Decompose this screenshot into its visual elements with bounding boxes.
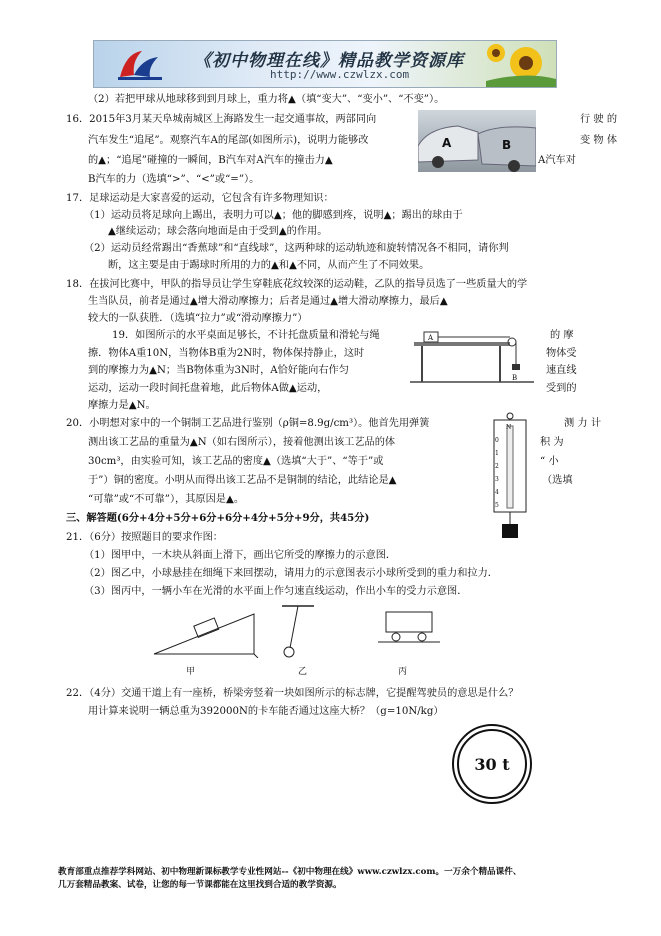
q18-line2: 生当队员，前者是通过▲增大滑动摩擦力；后者是通过▲增大滑动摩擦力，最后▲ [88, 296, 448, 307]
q16-right1: 行 驶 的 [580, 114, 618, 125]
q19-right3: 速直线 [546, 365, 577, 376]
q17-line5: 断，这主要是由于踢球时所用的力的▲和▲不同，从而产生了不同效果。 [108, 260, 430, 271]
q21-title: 21．（6分）按照题目的要求作图： [66, 532, 223, 543]
q20-line3: 30cm³，由实验可知，该工艺品的密度▲（选填“大于”、“等于”或 [88, 456, 384, 467]
car-b-label: B [502, 138, 512, 152]
q20-line2: 测出该工艺品的重量为▲N（如右图所示），接着他测出该工艺品的体 [88, 437, 396, 448]
q21-part2: （2）图乙中，小球悬挂在细绳下来回摆动，请用力的示意图表示小球所受到的重力和拉力． [84, 568, 498, 579]
figure-bing-label: 丙 [398, 667, 408, 677]
q20-line5: “可靠”或“不可靠”），其原因是▲。 [88, 494, 245, 505]
banner-title: 《初中物理在线》精品教学资源库 [194, 51, 464, 71]
q16-right3: A汽车对 [538, 155, 576, 166]
q22-line2: 用计算来说明一辆总重为392000N的卡车能否通过这座大桥？（g=10N/kg） [88, 706, 444, 717]
footer [58, 866, 618, 892]
q20-line4: 于”）铜的密度。小明从而得出该工艺品不是铜制的结论，此结论是▲ [88, 475, 397, 486]
q19-line1: 19．如图所示的水平桌面足够长，不计托盘质量和滑轮与绳 [112, 330, 380, 341]
q20-line1: 20．小明想对家中的一个铜制工艺品进行鉴别（ρ铜=8.9g/cm³）。他首先用弹簧 [66, 418, 430, 429]
q18-line3: 较大的一队获胜．（选填“拉力”或“滑动摩擦力”） [88, 313, 308, 324]
q16-line2: 汽车发生“追尾”。观察汽车A的尾部(如图所示)，说明力能够改 [88, 135, 369, 146]
q20-right1: 测 力 计 [564, 418, 602, 429]
q20-right2: 积 为 [540, 437, 564, 448]
q17-line4: （2）运动员经常踢出“香蕉球”和“直线球”，这两种球的运动轨迹和旋转情况各不相同，请你判 [84, 243, 509, 254]
q16-line3: 的▲；“追尾”碰撞的一瞬间，B汽车对A汽车的撞击力▲ [88, 155, 333, 166]
car-a-label: A [442, 136, 452, 150]
q19-line5: 摩擦力是▲N。 [88, 400, 156, 411]
q20-right4: （选填 [542, 475, 573, 486]
section-3-title: 三、解答题(6分+4分+5分+6分+6分+4分+5分+9分，共45分) [66, 512, 370, 524]
q17-line2: （1）运动员将足球向上踢出，表明力可以▲；他的脚感到疼，说明▲；踢出的球由于 [84, 210, 463, 221]
q19-line2: 擦．物体A重10N，当物体B重为2N时，物体保持静止，这时 [88, 348, 365, 359]
figure-jia-label: 甲 [186, 667, 196, 677]
table-a-label: A [428, 334, 434, 342]
spring-scale-figure [490, 412, 530, 540]
scale-ticks: 0 1 2 3 4 5 [495, 437, 499, 509]
banner-url: http://www.czwlzx.com [270, 68, 410, 81]
q20-right3: “ 小 [540, 456, 559, 467]
q19-right1: 的 摩 [550, 330, 574, 341]
incline-figure [150, 602, 260, 658]
scale-unit: N [506, 424, 512, 431]
q19-right2: 物体受 [546, 348, 577, 359]
table-b-label: B [512, 374, 518, 382]
sign-text: 30 t [457, 729, 527, 799]
header-banner [93, 40, 557, 88]
figure-yi-label: 乙 [298, 667, 308, 677]
q18-line1: 18．在拔河比赛中，甲队的指导员让学生穿鞋底花纹较深的运动鞋，乙队的指导员选了一些质量大的学 [66, 279, 528, 290]
q17-line3: ▲继续运动；球会落向地面是由于受到▲的作用。 [108, 226, 328, 237]
q19-right4: 受到的 [546, 383, 577, 394]
q16-right2: 变 物 体 [580, 135, 618, 146]
weight-limit-sign [452, 724, 532, 804]
cart-figure [376, 606, 442, 650]
q21-part1: （1）图甲中，一木块从斜面上滑下，画出它所受的摩擦力的示意图． [84, 550, 397, 561]
q16-line1: 16．2015年3月某天阜城南城区上海路发生一起交通事故，两部同向 [66, 114, 377, 125]
q21-part3: （3）图丙中，一辆小车在光滑的水平面上作匀速直线运动，作出小车的受力示意图． [84, 586, 468, 597]
footer-line-2: 几万套精品教案、试卷，让您的每一节课都能在这里找到合适的教学资源。 [58, 880, 342, 890]
logo-icon [112, 45, 174, 83]
q16-line4: B汽车的力（选填“>”、“<”或“=”）。 [88, 174, 260, 185]
q15-part2: （2）若把甲球从地球移到到月球上，重力将▲（填“变大”、“变小”、“不变”）。 [88, 94, 445, 105]
q19-line3: 到的摩擦力为▲N；当B物体重为3N时，A恰好能向右作匀 [88, 365, 349, 376]
q19-line4: 运动，运动一段时间托盘着地，此后物体A做▲运动， [88, 383, 328, 394]
q17-line1: 17．足球运动是大家喜爱的运动，它包含有许多物理知识： [66, 193, 334, 204]
car-collision-icon [418, 110, 536, 172]
pendulum-figure [278, 604, 318, 660]
footer-line-1: 教育部重点推荐学科网站、初中物理新课标教学专业性网站--《初中物理在线》www.czwlzx.com。一万余个精品课件、 [58, 867, 522, 877]
car-collision-photo [418, 110, 536, 172]
sunflower-icon [486, 41, 556, 87]
q22-line1: 22．（4分）交通干道上有一座桥，桥梁旁竖着一块如图所示的标志牌，它提醒驾驶员的意思是什么？ [66, 688, 519, 699]
